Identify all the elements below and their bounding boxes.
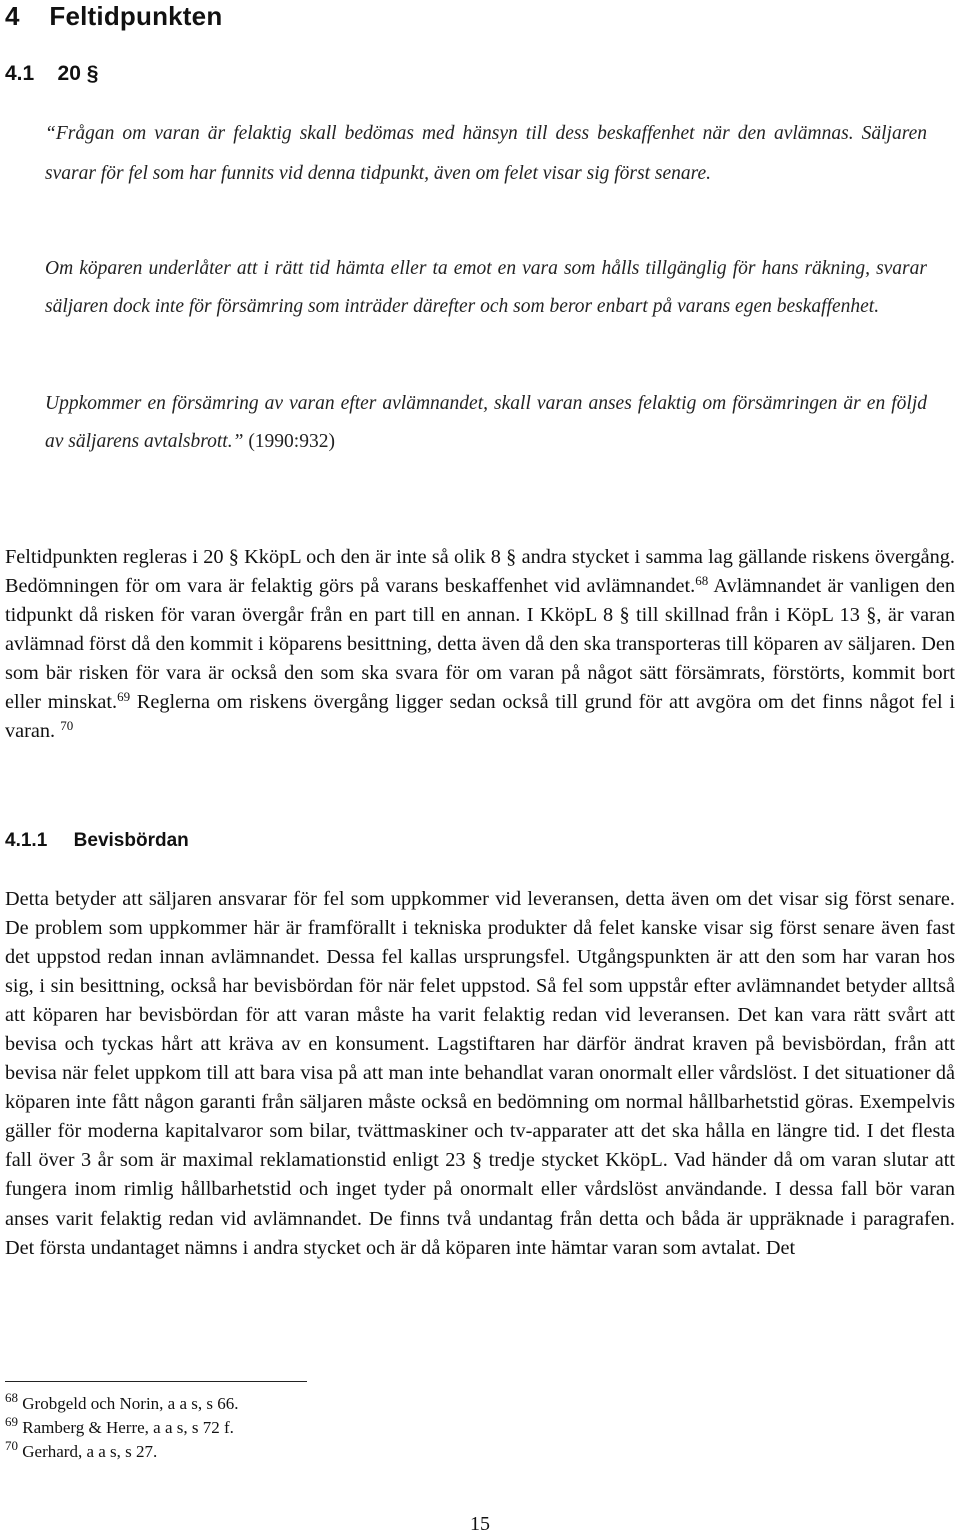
footnote-68: [5, 1392, 239, 1416]
footnote-text: Grobgeld och Norin, a a s, s 66.: [18, 1394, 239, 1413]
footnote-70: [5, 1440, 239, 1464]
footnote-ref-68[interactable]: 68: [695, 573, 709, 588]
subsection-heading: [5, 828, 189, 854]
page-number: 15: [470, 1513, 490, 1535]
body-text-1a: Feltidpunkten regleras i 20 § KköpL och den är inte så olik 8 § andra stycket i samma lag gällande riskens övergång. Bedömningen för om vara är felaktig görs på varans beskaffenhet vid avlämnandet.: [5, 546, 955, 597]
quote-citation: (1990:932): [248, 431, 335, 452]
subsection-title: Bevisbördan: [73, 830, 189, 851]
footnote-number: 70: [5, 1438, 18, 1453]
quote-paragraph-1: “Frågan om varan är felaktig skall bedömas med hänsyn till dess beskaffenhet när den avlämnas. Säljaren svarar för fel som har funnits vid denna tidpunkt, även om felet visar sig först senare.: [45, 123, 927, 184]
footnotes: [5, 1392, 239, 1464]
quote-paragraph-2: Om köparen underlåter att i rätt tid hämta eller ta emot en vara som hålls tillgänglig för hans räkning, svarar säljaren dock inte för försämring som inträder därefter och som beror enbart på varans egen beskaffenhet.: [45, 258, 927, 317]
subsection-number: 4.1.1: [5, 830, 48, 851]
footnote-number: 69: [5, 1414, 18, 1429]
footnote-ref-70[interactable]: 70: [60, 718, 74, 733]
footnote-divider: [5, 1381, 307, 1382]
footnote-69: [5, 1416, 239, 1440]
chapter-title: Feltidpunkten: [49, 1, 223, 31]
section-number: 4.1: [5, 62, 35, 85]
section-title: 20 §: [57, 62, 99, 85]
footnote-text: Ramberg & Herre, a a s, s 72 f.: [18, 1418, 234, 1437]
body-paragraph-2: Detta betyder att säljaren ansvarar för fel som uppkommer vid leveransen, detta även om det visar sig först senare. De problem som uppkommer här är framförallt i tekniska produkter då felet kanske visar sig först senare även fast det uppstod redan innan avlämnandet. Dessa fel kallas ursprungsfel. Utgångspunkten är att den som har varan hos sig, i sin besittning, också har bevisbördan för när felet uppstod. Så fel som uppstår efter avlämnandet betyder alltså att köparen har bevisbördan för att varan måste ha varit felaktig redan vid leveransen. Det kan vara rätt svårt att bevisa och tyckas hårt att kräva av en konsument. Lagstiftaren har därför ändrat kraven på bevisbördan, från att bevisa när felet uppkom till att bara visa på att man inte behandlat varan onormalt eller vårdslöst. I det situationer då köparen inte fått någon garanti från säljaren måste också en bedömning om normal hållbarhetstid göras. Exempelvis gäller för moderna kapitalvaror som bilar, tvättmaskiner och tv-apparater att det ska hålla en längre tid. I det flesta fall över 3 år som är maximal reklamationstid enligt 23 § tredje stycket KköpL. Vad händer då om varan slutar att fungera inom rimlig hållbarhetstid och inget tyder på onormalt eller vårdslöst användande. I dessa fall bör varan anses varit felaktig redan vid avlämnandet. De finns två undantag från detta och båda är uppräknade i paragrafen. Det första undantaget nämns i andra stycket och är då köparen inte hämtar varan som avtalat. Det: [5, 888, 955, 1259]
chapter-number: 4: [5, 1, 20, 31]
body-text-1c: Reglerna om riskens övergång ligger sedan också till grund för att avgöra om det finns något fel i varan.: [5, 691, 956, 742]
quote-paragraph-3: [45, 385, 927, 461]
chapter-heading: [5, 0, 222, 32]
body-paragraph-1: [5, 543, 955, 746]
footnote-number: 68: [5, 1390, 18, 1405]
footnote-text: Gerhard, a a s, s 27.: [18, 1442, 158, 1461]
quote-text: Uppkommer en försämring av varan efter avlämnandet, skall varan anses felaktig om försämringen är en följd av säljarens avtalsbrott.”: [45, 393, 927, 452]
section-heading: [5, 60, 98, 88]
footnote-ref-69[interactable]: 69: [117, 689, 131, 704]
body-text-1b: Avlämnandet är vanligen den tidpunkt då risken för varan övergår från en part till en annan. I KköpL 8 § till skillnad från i KöpL 13 §, är varan avlämnad först då den kommit i köparens besittning, detta även då den ska transporteras till köparen av säljaren. Den som bär risken för vara är också den som ska svara för om varan på något sätt försämrats, förstörts, kommit bort eller minskat.: [5, 575, 955, 713]
